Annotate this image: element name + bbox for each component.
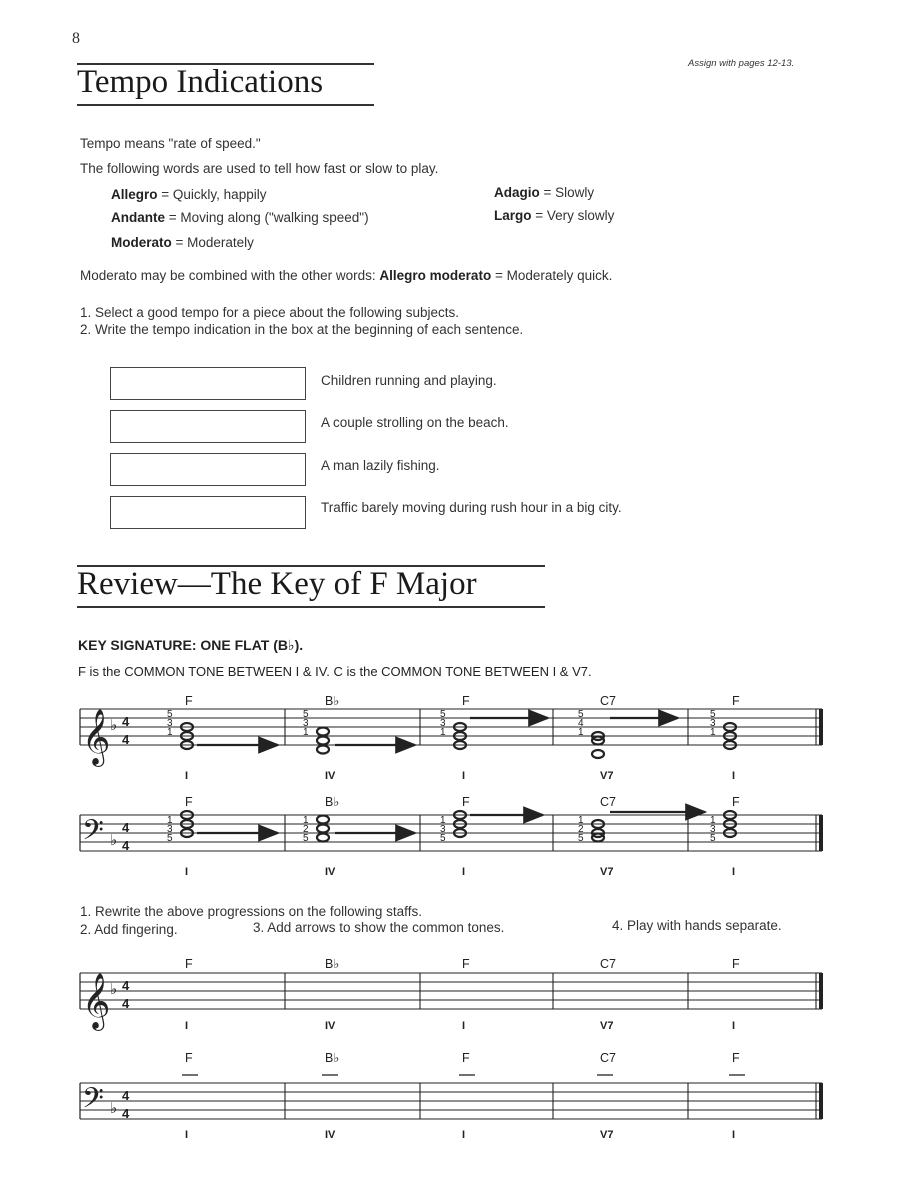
whole-note: [724, 811, 736, 819]
term-def: = Quickly, happily: [161, 187, 267, 202]
fingering-number: 1: [303, 727, 309, 738]
chord-symbol: B♭: [325, 1051, 340, 1065]
tempo-answer-box-1[interactable]: [110, 367, 306, 400]
whole-note: [454, 811, 466, 819]
fingering-number: 5: [303, 709, 309, 720]
whole-note: [454, 829, 466, 837]
roman-numeral: I: [185, 770, 189, 782]
roman-numeral: I: [462, 1020, 466, 1032]
whole-note: [317, 746, 329, 754]
sentence-1: Children running and playing.: [321, 373, 497, 388]
fingering-number: 3: [167, 718, 173, 729]
roman-numeral: IV: [325, 1129, 336, 1141]
time-signature-bottom: 4: [122, 732, 130, 747]
term-name: Allegro: [111, 187, 158, 202]
fingering-number: 2: [303, 824, 309, 835]
term-name: Moderato: [111, 235, 172, 250]
step-1: 1. Rewrite the above progressions on the following staffs.: [80, 904, 422, 919]
combine-line: [80, 268, 612, 283]
roman-numeral: I: [462, 1129, 466, 1141]
time-signature-top: 4: [122, 1088, 130, 1103]
whole-note: [592, 737, 604, 745]
roman-numeral: I: [185, 1020, 189, 1032]
roman-numeral: I: [462, 770, 466, 782]
whole-note: [317, 825, 329, 833]
roman-numeral: I: [185, 1129, 189, 1141]
roman-numeral: I: [732, 770, 736, 782]
assign-note: Assign with pages 12-13.: [688, 58, 795, 69]
roman-numeral: I: [732, 866, 736, 878]
roman-numeral: I: [462, 866, 466, 878]
whole-note: [317, 728, 329, 736]
roman-numeral: IV: [325, 770, 336, 782]
whole-note: [454, 741, 466, 749]
chord-symbol: B♭: [325, 795, 340, 809]
whole-note: [724, 723, 736, 731]
fingering-number: 3: [303, 718, 309, 729]
chord-symbol: C7: [600, 795, 616, 809]
fingering-number: 1: [578, 815, 584, 826]
fingering-number: 1: [440, 727, 446, 738]
final-barline-thick: [819, 815, 823, 851]
roman-numeral: IV: [325, 866, 336, 878]
fingering-number: 1: [578, 727, 584, 738]
chord-symbol: C7: [600, 957, 616, 971]
tempo-answer-box-4[interactable]: [110, 496, 306, 529]
fingering-number: 5: [440, 709, 446, 720]
fingering-number: 5: [578, 833, 584, 844]
treble-clef-icon: 𝄞: [82, 975, 111, 1028]
review-rule-bottom: [77, 606, 545, 608]
sentence-2: A couple strolling on the beach.: [321, 415, 509, 430]
roman-numeral: IV: [325, 1020, 336, 1032]
final-barline-thick: [819, 1083, 823, 1119]
step-2: 2. Add fingering.: [80, 922, 178, 937]
time-signature-top: 4: [122, 820, 130, 835]
term-name: Adagio: [494, 185, 540, 200]
term-def: = Slowly: [543, 185, 595, 200]
term-def: = Moving along ("walking speed"): [168, 210, 369, 225]
term-name: Andante: [111, 210, 165, 225]
whole-note: [724, 829, 736, 837]
combine-term: Allegro moderato: [379, 268, 492, 283]
fingering-number: 5: [440, 833, 446, 844]
fingering-number: 5: [303, 833, 309, 844]
term-name: Largo: [494, 208, 532, 223]
term-largo: [494, 208, 614, 223]
chord-symbol: C7: [600, 1051, 616, 1065]
whole-note: [181, 811, 193, 819]
whole-note: [317, 834, 329, 842]
roman-numeral: I: [732, 1129, 736, 1141]
whole-note: [181, 829, 193, 837]
chord-symbol: F: [185, 795, 193, 809]
whole-note: [592, 750, 604, 758]
review-title: Review—The Key of F Major: [77, 566, 477, 602]
key-signature-heading: KEY SIGNATURE: ONE FLAT (B♭).: [78, 637, 304, 653]
whole-note: [317, 737, 329, 745]
bass-clef-icon: 𝄢: [82, 1083, 104, 1121]
key-signature-flat-icon: ♭: [110, 717, 118, 734]
roman-numeral: I: [732, 1020, 736, 1032]
step-3: 3. Add arrows to show the common tones.: [253, 920, 505, 935]
chord-symbol: F: [732, 694, 740, 708]
combine-def: = Moderately quick.: [494, 268, 613, 283]
chord-symbol: B♭: [325, 957, 340, 971]
fingering-number: 1: [303, 815, 309, 826]
fingering-number: 1: [710, 727, 716, 738]
fingering-number: 5: [710, 709, 716, 720]
whole-note: [724, 820, 736, 828]
fingering-number: 5: [167, 709, 173, 720]
fingering-number: 4: [578, 718, 584, 729]
whole-note: [592, 820, 604, 828]
time-signature-bottom: 4: [122, 1106, 130, 1121]
time-signature-bottom: 4: [122, 996, 130, 1011]
chord-symbol: F: [462, 694, 470, 708]
final-barline-thick: [819, 709, 823, 745]
fingering-number: 1: [167, 727, 173, 738]
fingering-number: 5: [578, 709, 584, 720]
chord-symbol: F: [462, 795, 470, 809]
chord-symbol: F: [462, 1051, 470, 1065]
fingering-number: 1: [710, 815, 716, 826]
fingering-number: 3: [710, 718, 716, 729]
fingering-number: 3: [440, 824, 446, 835]
chord-symbol: C7: [600, 694, 616, 708]
whole-note: [724, 741, 736, 749]
whole-note: [181, 732, 193, 740]
bass-clef-icon: 𝄢: [82, 815, 104, 853]
whole-note: [454, 732, 466, 740]
tempo-intro-1: Tempo means "rate of speed.": [80, 136, 261, 151]
fingering-number: 1: [167, 815, 173, 826]
term-adagio: [494, 185, 594, 200]
combine-text: Moderato may be combined with the other words:: [80, 268, 376, 283]
sentence-4: Traffic barely moving during rush hour in a big city.: [321, 500, 622, 515]
final-barline-thick: [819, 973, 823, 1009]
chord-symbol: F: [732, 795, 740, 809]
time-signature-top: 4: [122, 714, 130, 729]
whole-note: [592, 829, 604, 837]
whole-note: [592, 732, 604, 740]
fingering-number: 2: [578, 824, 584, 835]
roman-numeral: V7: [600, 866, 614, 878]
tempo-answer-box-2[interactable]: [110, 410, 306, 443]
key-signature-flat-icon: ♭: [110, 1100, 118, 1117]
roman-numeral: V7: [600, 770, 614, 782]
key-signature-flat-icon: ♭: [110, 832, 118, 849]
tempo-intro-2: The following words are used to tell how fast or slow to play.: [80, 161, 439, 176]
term-def: = Very slowly: [535, 208, 615, 223]
chord-symbol: F: [462, 957, 470, 971]
term-andante: [111, 210, 369, 225]
term-allegro: [111, 187, 266, 202]
fingering-number: 5: [710, 833, 716, 844]
chord-symbol: F: [185, 694, 193, 708]
time-signature-bottom: 4: [122, 838, 130, 853]
roman-numeral: V7: [600, 1020, 614, 1032]
sentence-3: A man lazily fishing.: [321, 458, 440, 473]
whole-note: [454, 723, 466, 731]
title-rule-bottom: [77, 104, 374, 106]
chord-symbol: F: [732, 1051, 740, 1065]
whole-note: [724, 732, 736, 740]
step-4: 4. Play with hands separate.: [612, 918, 782, 933]
roman-numeral: I: [185, 866, 189, 878]
tempo-answer-box-3[interactable]: [110, 453, 306, 486]
fingering-number: 3: [710, 824, 716, 835]
chord-symbol: B♭: [325, 694, 340, 708]
time-signature-top: 4: [122, 978, 130, 993]
common-tone-text: F is the COMMON TONE BETWEEN I & IV. C is the COMMON TONE BETWEEN I & V7.: [78, 664, 592, 679]
chord-symbol: F: [732, 957, 740, 971]
whole-note: [181, 741, 193, 749]
instruction-2: 2. Write the tempo indication in the box at the beginning of each sentence.: [80, 322, 524, 337]
treble-clef-icon: 𝄞: [82, 711, 111, 764]
tempo-title: Tempo Indications: [77, 64, 324, 100]
whole-note: [181, 723, 193, 731]
page-number: 8: [72, 30, 80, 47]
whole-note: [592, 834, 604, 842]
instruction-1: 1. Select a good tempo for a piece about the following subjects.: [80, 305, 459, 320]
roman-numeral: V7: [600, 1129, 614, 1141]
fingering-number: 3: [440, 718, 446, 729]
fingering-number: 5: [167, 833, 173, 844]
whole-note: [317, 816, 329, 824]
fingering-number: 1: [440, 815, 446, 826]
chord-symbol: F: [185, 1051, 193, 1065]
fingering-number: 3: [167, 824, 173, 835]
whole-note: [454, 820, 466, 828]
term-moderato: [111, 235, 254, 250]
term-def: = Moderately: [175, 235, 254, 250]
key-signature-flat-icon: ♭: [110, 981, 118, 998]
whole-note: [181, 820, 193, 828]
chord-symbol: F: [185, 957, 193, 971]
